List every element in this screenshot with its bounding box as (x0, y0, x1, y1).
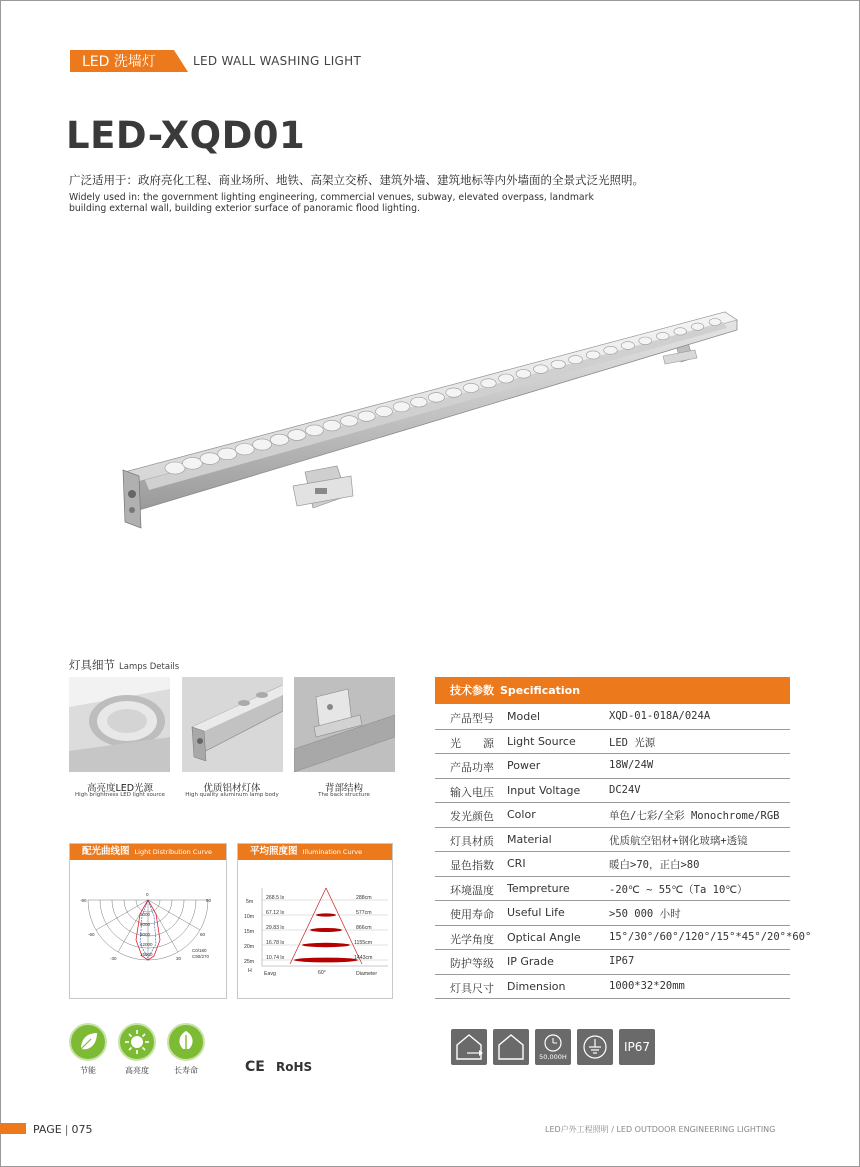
spec-value: LED 光源 (609, 736, 656, 749)
detail-caption-en-2: High quality aluminum lamp body (185, 792, 279, 798)
spec-header: 技术参数 Specification (435, 677, 790, 704)
category-en: LED WALL WASHING LIGHT (193, 54, 362, 68)
led-lens (674, 328, 687, 335)
led-lens (428, 393, 444, 403)
category-cn: LED 洗墙灯 (82, 54, 156, 70)
value-label: 12000 (140, 942, 153, 947)
led-lens (183, 457, 203, 469)
height-label: 5m (246, 899, 254, 905)
usage-cn: 广泛适用于：政府亮化工程、商业场所、地铁、高架立交桥、建筑外墙、建筑地标等内外墙面的全景式泛光照明。 (69, 173, 644, 187)
led-lens (481, 379, 496, 388)
spec-label-cn: 灯具尺寸 (450, 981, 494, 995)
led-lens (200, 453, 219, 465)
lux-label: 268.5 lx (266, 895, 285, 901)
led-lens (358, 411, 375, 421)
height-label: 10m (244, 914, 255, 920)
angle-label: -60 (88, 932, 95, 937)
spec-label-cn: 光学角度 (450, 932, 494, 946)
led-lens (253, 439, 272, 450)
diameter-label: 1443cm (354, 955, 373, 961)
spec-value: IP67 (609, 955, 635, 967)
spec-value: 18W/24W (609, 759, 654, 771)
spec-label-cn: 输入电压 (450, 785, 494, 799)
led-lens (376, 407, 393, 417)
diameter-label: 866cm (356, 925, 372, 931)
spec-label-cn: 产品功率 (450, 761, 494, 774)
footer-bar (0, 1123, 26, 1134)
page-number: PAGE | 075 (33, 1123, 93, 1136)
diameter-label: 288cm (356, 895, 372, 901)
feature-label: 高亮度 (125, 1066, 149, 1075)
spec-row (435, 828, 790, 853)
spec-row (435, 803, 790, 828)
spec-label-en: Power (507, 759, 541, 772)
value-label: 15000 (140, 952, 153, 957)
led-lens (323, 420, 341, 431)
led-lens (499, 374, 514, 383)
usage-en: Widely used in: the government lighting engineering, commercial venues, subway, elevated overpass, landmark building external wall, building exterior surface of panoramic flood lighting. (69, 192, 594, 214)
lifetime-label: 50,000H (539, 1053, 567, 1061)
spec-label-cn: 灯具材质 (450, 834, 494, 848)
spec-row (435, 852, 790, 877)
model-title: LED-XQD01 (66, 114, 306, 157)
rohs-mark: RoHS (276, 1060, 313, 1074)
led-lens (411, 397, 427, 407)
footer-text: LED户外工程照明 / LED OUTDOOR ENGINEERING LIGHTING (545, 1125, 776, 1134)
angle-label: -30 (110, 956, 117, 961)
bracket-left (293, 466, 353, 508)
feature-label: 长寿命 (174, 1066, 198, 1075)
detail-image-back-structure (294, 677, 395, 772)
lux-label: 29.83 lx (266, 925, 285, 931)
feature-label: 节能 (80, 1066, 96, 1075)
diameter-label: 577cm (356, 910, 372, 916)
axis-h-label: H (248, 968, 252, 974)
led-lens (305, 425, 323, 436)
height-label: 20m (244, 944, 255, 950)
led-lens (270, 434, 288, 445)
spec-label-en: Useful Life (507, 906, 565, 919)
spec-value: 优质航空铝材+钢化玻璃+透镜 (609, 834, 748, 847)
spec-label-en: Color (507, 808, 536, 821)
led-lens (534, 365, 549, 374)
spec-row (435, 950, 790, 975)
ip-grade-badge: IP67 (619, 1029, 655, 1065)
led-lens (218, 448, 237, 460)
spec-label-en: Material (507, 832, 552, 846)
spec-label-en: Dimension (507, 979, 566, 993)
tree-icon (167, 1023, 205, 1061)
diameter-label: 1155cm (354, 940, 373, 946)
led-lens (288, 430, 306, 441)
spec-row (435, 779, 790, 804)
spec-label-en: IP Grade (507, 955, 554, 968)
led-lens (604, 346, 618, 354)
led-lens (692, 323, 704, 330)
spec-row (435, 730, 790, 755)
spec-row (435, 975, 790, 1000)
detail-caption-en-3: The back structure (318, 792, 370, 798)
led-lens (621, 342, 634, 350)
led-lens (639, 337, 652, 345)
spec-label-cn: 光 源 (450, 736, 494, 750)
led-lens (341, 416, 358, 426)
product-hero-image (115, 300, 745, 535)
leaf-icon (69, 1023, 107, 1061)
axis-diameter-label: Diameter (356, 971, 378, 977)
spec-value: 1000*32*20mm (609, 979, 685, 992)
spec-label-en: Model (507, 710, 541, 723)
end-cap (123, 470, 141, 528)
details-title: 灯具细节 Lamps Details (69, 658, 180, 672)
spec-label-cn: 发光颜色 (450, 810, 494, 823)
led-lens (586, 351, 600, 359)
spec-label-en: Input Voltage (507, 783, 581, 797)
legend-label: C90/270 (192, 954, 210, 959)
spec-row (435, 926, 812, 951)
detail-image-light-source (69, 677, 170, 772)
detail-caption-en-1: High brightness LED light source (75, 792, 165, 798)
illumination-curve (238, 860, 392, 998)
spec-row (435, 705, 790, 730)
illumination-title: 平均照度图 Illumination Curve (238, 844, 392, 860)
indoor-icon (451, 1029, 487, 1065)
ce-mark: CE (245, 1059, 265, 1075)
led-lens (463, 383, 479, 392)
angle-label: 30 (176, 956, 182, 961)
spec-value: XQD-01-018A/024A (609, 710, 711, 722)
spec-value: DC24V (609, 783, 641, 796)
led-lens (709, 319, 721, 326)
led-lens (165, 462, 185, 474)
height-label: 25m (244, 959, 255, 965)
led-lens (656, 332, 669, 339)
detail-caption-cn-3: 背部结构 (324, 783, 363, 794)
legend-label: C0/180 (192, 948, 207, 953)
lux-label: 10.74 lx (266, 955, 285, 961)
spec-value: 单色/七彩/全彩 Monochrome/RGB (609, 810, 780, 822)
outdoor-icon (493, 1029, 529, 1065)
ground-icon (577, 1029, 613, 1065)
value-label: 3000 (140, 912, 151, 917)
detail-caption-cn-1: 高亮度LED光源 (86, 783, 154, 794)
distribution-title: 配光曲线图 Light Distribution Curve (70, 844, 226, 860)
spec-label-cn: 环境温度 (450, 883, 494, 897)
value-label: 6000 (140, 922, 151, 927)
led-lens (393, 402, 410, 412)
detail-caption-cn-2: 优质铝材灯体 (203, 783, 261, 794)
distribution-curve (70, 860, 226, 998)
angle-label: 0 (146, 892, 149, 897)
distribution-panel (69, 843, 227, 999)
spec-value: -20℃ ~ 55℃（Ta 10℃） (609, 883, 748, 896)
lux-label: 67.12 lx (266, 910, 285, 916)
spec-label-en: CRI (507, 857, 526, 870)
spec-value: >50 000 小时 (609, 908, 681, 920)
height-label: 15m (244, 929, 255, 935)
angle-label: 90 (206, 898, 212, 903)
led-lens (551, 360, 565, 368)
angle-label: -90 (80, 898, 87, 903)
spec-row (435, 901, 790, 926)
spec-row (435, 877, 790, 902)
angle-label: 60 (200, 932, 206, 937)
spec-label-cn: 使用寿命 (450, 908, 494, 921)
spec-value: 暖白>70，正白>80 (609, 859, 700, 871)
led-lens (446, 388, 462, 397)
spec-label-cn: 产品型号 (450, 712, 494, 725)
lux-label: 16.78 lx (266, 940, 285, 946)
spec-label-en: Tempreture (507, 881, 570, 895)
spec-row (435, 754, 790, 779)
angle-label: 60° (318, 970, 326, 976)
value-label: 9000 (140, 932, 151, 937)
axis-eavg-label: Eavg (264, 971, 276, 977)
spec-label-en: Optical Angle (507, 930, 581, 944)
led-lens (235, 444, 254, 455)
spec-value: 15°/30°/60°/120°/15°*45°/20°*60° (609, 930, 812, 943)
sun-icon (118, 1023, 156, 1061)
spec-label-cn: 防护等级 (450, 957, 494, 970)
detail-image-aluminum-body (182, 677, 283, 772)
led-lens (516, 369, 531, 378)
led-lens (569, 356, 583, 364)
spec-label-en: Light Source (507, 734, 576, 748)
spec-label-cn: 显色指数 (450, 859, 494, 872)
illumination-panel (237, 843, 393, 999)
